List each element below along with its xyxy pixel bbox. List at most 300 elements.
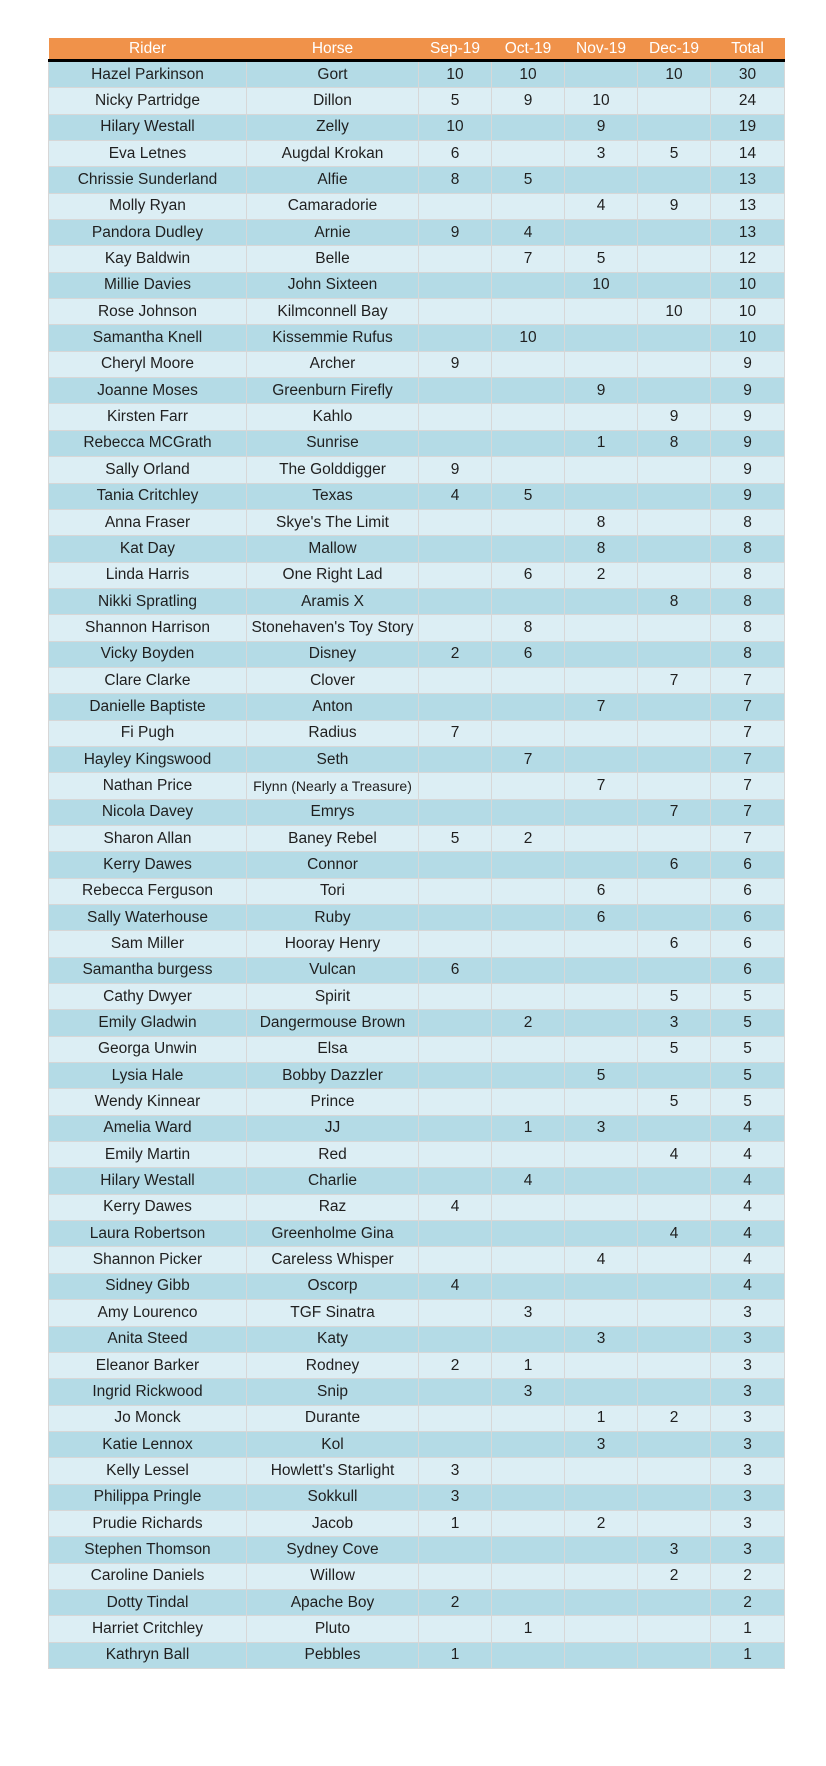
oct-19-cell (492, 1089, 565, 1115)
sep-19-cell: 5 (419, 825, 492, 851)
sep-19-cell: 9 (419, 351, 492, 377)
sep-19-cell (419, 1379, 492, 1405)
table-row (49, 1379, 785, 1405)
horse-cell: Katy (247, 1326, 419, 1352)
rider-cell: Eleanor Barker (49, 1352, 247, 1378)
table-row (49, 536, 785, 562)
dec-19-cell (638, 325, 711, 351)
header-horse: Horse (247, 38, 419, 61)
nov-19-cell (565, 1589, 638, 1615)
nov-19-cell: 7 (565, 694, 638, 720)
oct-19-cell (492, 272, 565, 298)
table-row (49, 61, 785, 88)
total-cell: 7 (711, 825, 785, 851)
nov-19-cell: 4 (565, 1247, 638, 1273)
dec-19-cell (638, 114, 711, 140)
rider-cell: Cheryl Moore (49, 351, 247, 377)
sep-19-cell: 9 (419, 457, 492, 483)
oct-19-cell: 6 (492, 562, 565, 588)
oct-19-cell (492, 193, 565, 219)
horse-cell: Pebbles (247, 1642, 419, 1668)
dec-19-cell: 5 (638, 141, 711, 167)
oct-19-cell (492, 694, 565, 720)
sep-19-cell: 10 (419, 114, 492, 140)
total-cell: 13 (711, 220, 785, 246)
oct-19-cell: 2 (492, 825, 565, 851)
table-row (49, 325, 785, 351)
rider-cell: Sally Orland (49, 457, 247, 483)
oct-19-cell (492, 984, 565, 1010)
rider-cell: Nikki Spratling (49, 588, 247, 614)
total-cell: 6 (711, 878, 785, 904)
horse-cell: The Golddigger (247, 457, 419, 483)
dec-19-cell: 2 (638, 1405, 711, 1431)
nov-19-cell (565, 931, 638, 957)
rider-cell: Prudie Richards (49, 1510, 247, 1536)
header-sep-19: Sep-19 (419, 38, 492, 61)
sep-19-cell (419, 404, 492, 430)
horse-cell: Arnie (247, 220, 419, 246)
oct-19-cell: 8 (492, 615, 565, 641)
nov-19-cell (565, 957, 638, 983)
nov-19-cell: 3 (565, 1431, 638, 1457)
total-cell: 2 (711, 1563, 785, 1589)
sep-19-cell (419, 1405, 492, 1431)
sep-19-cell (419, 588, 492, 614)
total-cell: 4 (711, 1221, 785, 1247)
total-cell: 3 (711, 1379, 785, 1405)
dec-19-cell: 2 (638, 1563, 711, 1589)
rider-cell: Hilary Westall (49, 114, 247, 140)
sep-19-cell: 1 (419, 1510, 492, 1536)
table-row (49, 1510, 785, 1536)
nov-19-cell (565, 1089, 638, 1115)
oct-19-cell (492, 536, 565, 562)
oct-19-cell (492, 351, 565, 377)
sep-19-cell: 10 (419, 61, 492, 88)
rider-cell: Vicky Boyden (49, 641, 247, 667)
total-cell: 3 (711, 1537, 785, 1563)
total-cell: 5 (711, 1089, 785, 1115)
dec-19-cell (638, 1458, 711, 1484)
total-cell: 7 (711, 773, 785, 799)
table-row (49, 957, 785, 983)
horse-cell: Disney (247, 641, 419, 667)
dec-19-cell (638, 1063, 711, 1089)
dec-19-cell (638, 1484, 711, 1510)
rider-cell: Harriet Critchley (49, 1616, 247, 1642)
table-row (49, 220, 785, 246)
dec-19-cell: 5 (638, 1089, 711, 1115)
table-row (49, 825, 785, 851)
total-cell: 3 (711, 1510, 785, 1536)
sep-19-cell (419, 430, 492, 456)
table-row (49, 167, 785, 193)
dec-19-cell: 9 (638, 404, 711, 430)
rider-cell: Rebecca Ferguson (49, 878, 247, 904)
total-cell: 5 (711, 1010, 785, 1036)
total-cell: 2 (711, 1589, 785, 1615)
dec-19-cell (638, 773, 711, 799)
nov-19-cell (565, 299, 638, 325)
sep-19-cell (419, 799, 492, 825)
rider-cell: Stephen Thomson (49, 1537, 247, 1563)
sep-19-cell (419, 1115, 492, 1141)
table-body (49, 61, 785, 1669)
sep-19-cell (419, 272, 492, 298)
sep-19-cell: 2 (419, 1589, 492, 1615)
total-cell: 4 (711, 1115, 785, 1141)
dec-19-cell: 4 (638, 1221, 711, 1247)
oct-19-cell (492, 1458, 565, 1484)
rider-cell: Lysia Hale (49, 1063, 247, 1089)
nov-19-cell: 7 (565, 773, 638, 799)
horse-cell: Raz (247, 1194, 419, 1220)
rider-cell: Millie Davies (49, 272, 247, 298)
horse-cell: Rodney (247, 1352, 419, 1378)
table-row (49, 1589, 785, 1615)
nov-19-cell: 5 (565, 1063, 638, 1089)
dec-19-cell (638, 1115, 711, 1141)
header-oct-19: Oct-19 (492, 38, 565, 61)
table-row (49, 378, 785, 404)
nov-19-cell: 10 (565, 272, 638, 298)
dec-19-cell (638, 509, 711, 535)
nov-19-cell: 5 (565, 246, 638, 272)
rider-cell: Kathryn Ball (49, 1642, 247, 1668)
nov-19-cell: 3 (565, 1115, 638, 1141)
horse-cell: Kol (247, 1431, 419, 1457)
horse-cell: Kilmconnell Bay (247, 299, 419, 325)
horse-cell: Dillon (247, 88, 419, 114)
sep-19-cell: 6 (419, 141, 492, 167)
total-cell: 13 (711, 167, 785, 193)
nov-19-cell: 9 (565, 378, 638, 404)
rider-cell: Tania Critchley (49, 483, 247, 509)
oct-19-cell: 3 (492, 1300, 565, 1326)
rider-cell: Amy Lourenco (49, 1300, 247, 1326)
dec-19-cell (638, 1379, 711, 1405)
oct-19-cell (492, 1247, 565, 1273)
rider-cell: Caroline Daniels (49, 1563, 247, 1589)
dec-19-cell (638, 1616, 711, 1642)
sep-19-cell: 2 (419, 641, 492, 667)
dec-19-cell (638, 720, 711, 746)
table-row (49, 351, 785, 377)
horse-cell: JJ (247, 1115, 419, 1141)
table-row (49, 773, 785, 799)
horse-cell: Texas (247, 483, 419, 509)
oct-19-cell (492, 1563, 565, 1589)
dec-19-cell (638, 1168, 711, 1194)
dec-19-cell: 5 (638, 1036, 711, 1062)
total-cell: 9 (711, 430, 785, 456)
dec-19-cell: 9 (638, 193, 711, 219)
nov-19-cell (565, 799, 638, 825)
table-row (49, 404, 785, 430)
total-cell: 9 (711, 404, 785, 430)
horse-cell: Aramis X (247, 588, 419, 614)
dec-19-cell (638, 1273, 711, 1299)
nov-19-cell (565, 167, 638, 193)
horse-cell: Anton (247, 694, 419, 720)
sep-19-cell (419, 905, 492, 931)
nov-19-cell (565, 1221, 638, 1247)
table-row (49, 1273, 785, 1299)
rider-cell: Sally Waterhouse (49, 905, 247, 931)
rider-cell: Nicky Partridge (49, 88, 247, 114)
oct-19-cell (492, 878, 565, 904)
oct-19-cell (492, 773, 565, 799)
oct-19-cell: 5 (492, 167, 565, 193)
horse-cell: Bobby Dazzler (247, 1063, 419, 1089)
total-cell: 1 (711, 1616, 785, 1642)
sep-19-cell (419, 378, 492, 404)
table-row (49, 483, 785, 509)
dec-19-cell: 10 (638, 299, 711, 325)
oct-19-cell (492, 1326, 565, 1352)
nov-19-cell: 6 (565, 905, 638, 931)
sep-19-cell (419, 1168, 492, 1194)
sep-19-cell: 3 (419, 1484, 492, 1510)
nov-19-cell (565, 1642, 638, 1668)
sep-19-cell (419, 1326, 492, 1352)
nov-19-cell (565, 984, 638, 1010)
dec-19-cell: 10 (638, 61, 711, 88)
rider-cell: Samantha Knell (49, 325, 247, 351)
nov-19-cell (565, 351, 638, 377)
nov-19-cell (565, 1458, 638, 1484)
dec-19-cell (638, 457, 711, 483)
total-cell: 4 (711, 1194, 785, 1220)
total-cell: 4 (711, 1168, 785, 1194)
total-cell: 6 (711, 931, 785, 957)
rider-cell: Shannon Picker (49, 1247, 247, 1273)
table-row (49, 1431, 785, 1457)
rider-cell: Sidney Gibb (49, 1273, 247, 1299)
nov-19-cell: 6 (565, 878, 638, 904)
table-row (49, 1352, 785, 1378)
oct-19-cell: 10 (492, 61, 565, 88)
oct-19-cell (492, 1273, 565, 1299)
oct-19-cell (492, 1063, 565, 1089)
nov-19-cell (565, 1537, 638, 1563)
table-row (49, 694, 785, 720)
sep-19-cell: 4 (419, 1273, 492, 1299)
total-cell: 3 (711, 1326, 785, 1352)
horse-cell: Ruby (247, 905, 419, 931)
sep-19-cell (419, 562, 492, 588)
total-cell: 9 (711, 351, 785, 377)
rider-cell: Sam Miller (49, 931, 247, 957)
oct-19-cell (492, 1194, 565, 1220)
rider-cell: Hayley Kingswood (49, 746, 247, 772)
horse-cell: Jacob (247, 1510, 419, 1536)
dec-19-cell: 8 (638, 588, 711, 614)
nov-19-cell (565, 825, 638, 851)
rider-cell: Katie Lennox (49, 1431, 247, 1457)
nov-19-cell: 1 (565, 1405, 638, 1431)
nov-19-cell (565, 1194, 638, 1220)
table-row (49, 509, 785, 535)
total-cell: 6 (711, 957, 785, 983)
dec-19-cell (638, 1642, 711, 1668)
dec-19-cell: 3 (638, 1010, 711, 1036)
rider-cell: Ingrid Rickwood (49, 1379, 247, 1405)
total-cell: 3 (711, 1484, 785, 1510)
oct-19-cell (492, 1405, 565, 1431)
rider-cell: Shannon Harrison (49, 615, 247, 641)
rider-cell: Hazel Parkinson (49, 61, 247, 88)
sep-19-cell: 6 (419, 957, 492, 983)
total-cell: 7 (711, 667, 785, 693)
rider-cell: Nathan Price (49, 773, 247, 799)
sep-19-cell (419, 1563, 492, 1589)
rider-cell: Pandora Dudley (49, 220, 247, 246)
horse-cell: Greenburn Firefly (247, 378, 419, 404)
rider-cell: Kerry Dawes (49, 852, 247, 878)
dec-19-cell (638, 1326, 711, 1352)
dec-19-cell (638, 246, 711, 272)
total-cell: 10 (711, 272, 785, 298)
nov-19-cell (565, 1142, 638, 1168)
dec-19-cell (638, 1300, 711, 1326)
dec-19-cell (638, 88, 711, 114)
horse-cell: Alfie (247, 167, 419, 193)
rider-cell: Samantha burgess (49, 957, 247, 983)
dec-19-cell: 6 (638, 852, 711, 878)
rider-cell: Amelia Ward (49, 1115, 247, 1141)
sep-19-cell (419, 246, 492, 272)
nov-19-cell (565, 1563, 638, 1589)
rider-cell: Danielle Baptiste (49, 694, 247, 720)
rider-cell: Dotty Tindal (49, 1589, 247, 1615)
horse-cell: Stonehaven's Toy Story (247, 615, 419, 641)
table-row (49, 1221, 785, 1247)
dec-19-cell (638, 615, 711, 641)
total-cell: 3 (711, 1405, 785, 1431)
table-row (49, 114, 785, 140)
table-row (49, 430, 785, 456)
sep-19-cell: 1 (419, 1642, 492, 1668)
sep-19-cell (419, 1221, 492, 1247)
total-cell: 3 (711, 1458, 785, 1484)
horse-cell: Willow (247, 1563, 419, 1589)
total-cell: 3 (711, 1352, 785, 1378)
table-row (49, 141, 785, 167)
nov-19-cell (565, 1379, 638, 1405)
dec-19-cell (638, 167, 711, 193)
dec-19-cell (638, 1431, 711, 1457)
sep-19-cell (419, 667, 492, 693)
nov-19-cell (565, 1616, 638, 1642)
dec-19-cell (638, 905, 711, 931)
table-row (49, 88, 785, 114)
nov-19-cell (565, 1300, 638, 1326)
total-cell: 10 (711, 325, 785, 351)
total-cell: 4 (711, 1247, 785, 1273)
total-cell: 8 (711, 509, 785, 535)
table-row (49, 746, 785, 772)
rider-cell: Joanne Moses (49, 378, 247, 404)
dec-19-cell (638, 694, 711, 720)
table-row (49, 1616, 785, 1642)
oct-19-cell (492, 799, 565, 825)
sep-19-cell (419, 746, 492, 772)
sep-19-cell: 4 (419, 1194, 492, 1220)
nov-19-cell (565, 1010, 638, 1036)
horse-cell: Pluto (247, 1616, 419, 1642)
total-cell: 8 (711, 562, 785, 588)
total-cell: 6 (711, 852, 785, 878)
nov-19-cell: 2 (565, 562, 638, 588)
table-row (49, 588, 785, 614)
oct-19-cell: 10 (492, 325, 565, 351)
total-cell: 6 (711, 905, 785, 931)
header-row (49, 38, 785, 61)
horse-cell: Spirit (247, 984, 419, 1010)
sep-19-cell: 8 (419, 167, 492, 193)
table-row (49, 1563, 785, 1589)
oct-19-cell: 1 (492, 1115, 565, 1141)
table-row (49, 1036, 785, 1062)
oct-19-cell: 5 (492, 483, 565, 509)
oct-19-cell: 3 (492, 1379, 565, 1405)
total-cell: 4 (711, 1273, 785, 1299)
table-row (49, 931, 785, 957)
rider-cell: Jo Monck (49, 1405, 247, 1431)
sep-19-cell: 7 (419, 720, 492, 746)
horse-cell: Gort (247, 61, 419, 88)
rider-cell: Wendy Kinnear (49, 1089, 247, 1115)
oct-19-cell (492, 852, 565, 878)
oct-19-cell (492, 1510, 565, 1536)
horse-cell: Kahlo (247, 404, 419, 430)
sep-19-cell (419, 931, 492, 957)
nov-19-cell (565, 61, 638, 88)
rider-cell: Kat Day (49, 536, 247, 562)
total-cell: 5 (711, 984, 785, 1010)
horse-cell: Zelly (247, 114, 419, 140)
header-rider: Rider (49, 38, 247, 61)
horse-cell: Connor (247, 852, 419, 878)
sep-19-cell (419, 694, 492, 720)
horse-cell: Tori (247, 878, 419, 904)
sep-19-cell (419, 615, 492, 641)
nov-19-cell: 1 (565, 430, 638, 456)
oct-19-cell (492, 720, 565, 746)
table-row (49, 272, 785, 298)
sep-19-cell: 2 (419, 1352, 492, 1378)
dec-19-cell (638, 746, 711, 772)
table-row (49, 1642, 785, 1668)
horse-cell: Greenholme Gina (247, 1221, 419, 1247)
table-row (49, 852, 785, 878)
rider-cell: Emily Gladwin (49, 1010, 247, 1036)
sep-19-cell (419, 193, 492, 219)
nov-19-cell (565, 457, 638, 483)
nov-19-cell (565, 852, 638, 878)
dec-19-cell (638, 536, 711, 562)
sep-19-cell (419, 1300, 492, 1326)
oct-19-cell: 4 (492, 1168, 565, 1194)
horse-cell: Oscorp (247, 1273, 419, 1299)
total-cell: 5 (711, 1036, 785, 1062)
horse-cell: Charlie (247, 1168, 419, 1194)
dec-19-cell (638, 351, 711, 377)
rider-cell: Clare Clarke (49, 667, 247, 693)
horse-cell: One Right Lad (247, 562, 419, 588)
